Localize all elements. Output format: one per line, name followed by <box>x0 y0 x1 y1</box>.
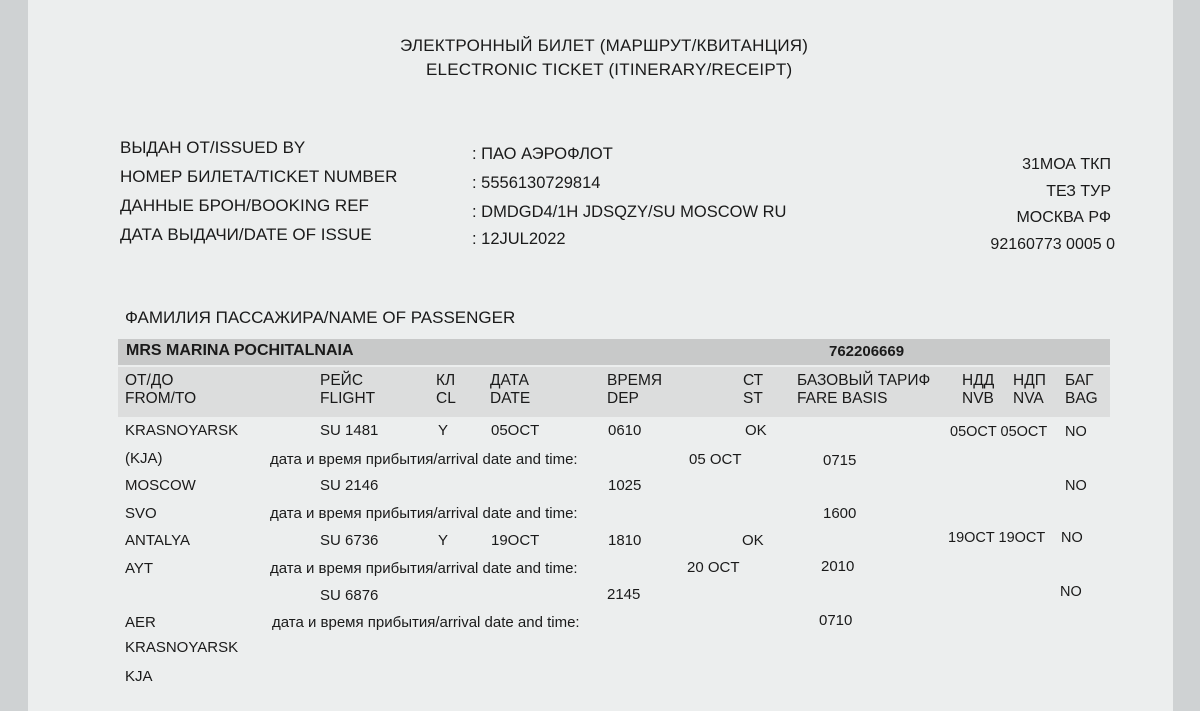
col-date-en: DATE <box>490 390 531 407</box>
title-en: ELECTRONIC TICKET (ITINERARY/RECEIPT) <box>426 60 793 79</box>
passenger-number: 762206669 <box>829 343 905 360</box>
row-5-bag: NO <box>1061 530 1083 546</box>
row-8-code: AER <box>125 614 156 631</box>
col-from-to-ru: ОТ/ДО <box>125 372 174 389</box>
col-bag-ru: БАГ <box>1065 372 1094 389</box>
booking-ref-label: ДАННЫЕ БРОН/BOOKING REF <box>120 196 369 215</box>
row-7-bag: NO <box>1060 584 1082 600</box>
row-10-code: KJA <box>125 668 153 685</box>
col-flight <box>320 372 375 408</box>
date-of-issue-label: ДАТА ВЫДАЧИ/DATE OF ISSUE <box>120 225 372 244</box>
col-class-ru: КЛ <box>436 372 456 389</box>
col-dep <box>607 372 662 408</box>
row-2-arrival-label: дата и время прибытия/arrival date and time: <box>270 451 578 468</box>
ticket-number-label: НОМЕР БИЛЕТА/TICKET NUMBER <box>120 167 398 186</box>
row-3-dep: 1025 <box>608 477 642 494</box>
row-5-class: Y <box>438 532 449 549</box>
ticket-page <box>28 0 1173 711</box>
col-dep-en: DEP <box>607 390 639 407</box>
col-nvb-en: NVB <box>962 390 994 407</box>
passenger-heading: ФАМИЛИЯ ПАССАЖИРА/NAME OF PASSENGER <box>125 308 516 327</box>
booking-ref-value: : DMDGD4/1H JDSQZY/SU MOSCOW RU <box>472 203 787 221</box>
col-dep-ru: ВРЕМЯ <box>607 372 663 389</box>
row-1-class: Y <box>438 422 449 439</box>
row-1-nvb-nva: 05OCT 05OCT <box>950 424 1048 440</box>
col-flight-ru: РЕЙС <box>320 372 364 389</box>
col-bag-en: BAG <box>1065 390 1098 407</box>
row-5-date: 19OCT <box>491 532 540 549</box>
agency-line-1: 31МОА ТКП <box>1022 156 1111 173</box>
row-5-flight: SU 6736 <box>320 532 379 549</box>
row-2-code: (KJA) <box>125 450 163 467</box>
row-7-dep: 2145 <box>607 586 641 603</box>
col-class <box>436 372 456 408</box>
issued-by-label: ВЫДАН ОТ/ISSUED BY <box>120 138 306 157</box>
col-from-to-en: FROM/TO <box>125 390 197 407</box>
col-status-ru: СТ <box>743 372 764 389</box>
issued-by-value: : ПАО АЭРОФЛОТ <box>472 145 613 163</box>
row-3-city: MOSCOW <box>125 477 196 494</box>
row-1-flight: SU 1481 <box>320 422 379 439</box>
row-1-city: KRASNOYARSK <box>125 422 239 439</box>
row-4-arrival-label: дата и время прибытия/arrival date and time: <box>270 505 578 522</box>
col-nvb <box>962 372 994 408</box>
agency-line-4: 92160773 0005 0 <box>990 236 1115 253</box>
row-6-arrival-time: 2010 <box>821 558 855 575</box>
row-6-arrival-label: дата и время прибытия/arrival date and time: <box>270 560 578 577</box>
row-7-flight: SU 6876 <box>320 587 379 604</box>
col-from-to <box>125 372 196 408</box>
date-of-issue-value: : 12JUL2022 <box>472 230 566 248</box>
col-nva <box>1013 372 1046 408</box>
row-4-arrival-time: 1600 <box>823 505 857 522</box>
col-nva-ru: НДП <box>1013 372 1046 389</box>
row-5-nvb-nva: 19OCT 19OCT <box>948 530 1046 546</box>
col-date <box>490 372 530 408</box>
col-fare-ru: БАЗОВЫЙ ТАРИФ <box>797 372 931 389</box>
col-fare-basis <box>797 372 930 408</box>
col-status <box>743 372 763 408</box>
row-4-code: SVO <box>125 505 157 522</box>
row-5-city: ANTALYA <box>125 532 191 549</box>
row-9-city: KRASNOYARSK <box>125 639 239 656</box>
col-bag <box>1065 372 1098 408</box>
row-8-arrival-label: дата и время прибытия/arrival date and time: <box>272 614 580 631</box>
col-status-en: ST <box>743 390 763 407</box>
agency-line-3: МОСКВА РФ <box>1016 209 1111 226</box>
agency-line-2: ТЕЗ ТУР <box>1046 183 1111 200</box>
passenger-bar <box>118 339 1110 365</box>
itinerary-header <box>118 367 1110 417</box>
row-1-status: OK <box>745 422 767 439</box>
col-nva-en: NVA <box>1013 390 1044 407</box>
col-flight-en: FLIGHT <box>320 390 376 407</box>
row-6-arrival-date: 20 OCT <box>687 559 740 576</box>
col-date-ru: ДАТА <box>490 372 529 389</box>
row-6-code: AYT <box>125 560 154 577</box>
row-2-arrival-time: 0715 <box>823 452 857 469</box>
row-3-flight: SU 2146 <box>320 477 379 494</box>
col-class-en: CL <box>436 390 456 407</box>
row-1-dep: 0610 <box>608 422 642 439</box>
row-8-arrival-time: 0710 <box>819 612 853 629</box>
row-5-status: OK <box>742 532 764 549</box>
row-3-bag: NO <box>1065 478 1087 494</box>
title-ru: ЭЛЕКТРОННЫЙ БИЛЕТ (МАРШРУТ/КВИТАНЦИЯ) <box>400 36 809 55</box>
row-1-date: 05OCT <box>491 422 540 439</box>
row-1-bag: NO <box>1065 424 1087 440</box>
row-2-arrival-date: 05 OCT <box>689 451 742 468</box>
passenger-name: MRS MARINA POCHITALNAIA <box>126 342 354 359</box>
ticket-number-value: : 5556130729814 <box>472 174 601 192</box>
col-fare-en: FARE BASIS <box>797 390 888 407</box>
row-5-dep: 1810 <box>608 532 642 549</box>
col-nvb-ru: НДД <box>962 372 995 389</box>
